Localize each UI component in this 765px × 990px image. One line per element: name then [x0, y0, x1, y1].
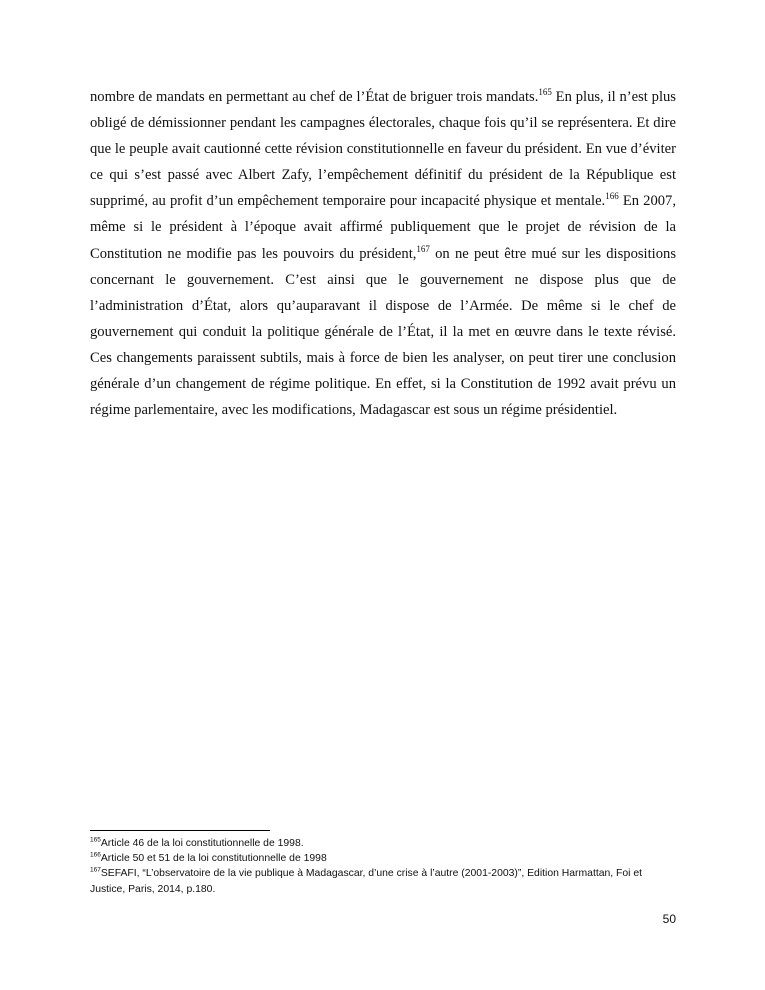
page-number: 50	[662, 912, 676, 926]
footnote-ref-165[interactable]: 165	[538, 87, 552, 98]
footnote-text: SEFAFI, “L’observatoire de la vie publique à Madagascar, d’une crise à l’autre (2001-2003)”, Edition Harmattan, Foi et Justice, Paris, 2014, p.180.	[90, 868, 643, 895]
footnote-number: 165	[90, 836, 101, 844]
body-text-segment: En 2007, même si le président à l’époque avait affirmé publiquement que le projet de révision de la Constitution ne modifie pas les pouvoirs du président,	[90, 193, 676, 262]
footnotes	[90, 836, 680, 897]
footnote-ref-167[interactable]: 167	[416, 243, 430, 254]
footnote-ref-166[interactable]: 166	[605, 191, 619, 202]
body-paragraph	[90, 84, 676, 423]
footnote-number: 166	[90, 851, 101, 859]
body-text-segment: nombre de mandats en permettant au chef de l’État de briguer trois mandats.	[90, 89, 539, 105]
footnote-separator	[90, 830, 270, 831]
footnote-text: Article 50 et 51 de la loi constitutionnelle de 1998	[100, 853, 327, 865]
footnote-166	[90, 851, 680, 866]
footnote-number: 167	[90, 866, 101, 874]
footnote-167	[90, 866, 680, 896]
body-text-segment: on ne peut être mué sur les dispositions concernant le gouvernement. C’est ainsi que le gouvernement ne dispose plus que de l’administration d’État, alors qu’auparavant il dispose de l’Armée. De même si le chef de gouvernement qui conduit la politique générale de l’État, il la met en œuvre dans le texte révisé. Ces changements paraissent subtils, mais à force de bien les analyser, on peut tirer une conclusion générale d’un changement de régime politique. En effet, si la Constitution de 1992 avait prévu un régime parlementaire, avec les modifications, Madagascar est sous un régime présidentiel.	[90, 245, 676, 419]
footnote-165	[90, 836, 680, 851]
footnote-text: Article 46 de la loi constitutionnelle de 1998.	[100, 838, 304, 849]
body-text-segment: En plus, il n’est plus obligé de démissionner pendant les campagnes électorales, chaque fois qu’il se représentera. Et dire que le peuple avait cautionné cette révision constitutionnelle en faveur du président. En vue d’éviter ce qui s’est passé avec Albert Zafy, l’empêchement définitif du président de la République est supprimé, au profit d’un empêchement temporaire pour incapacité physique et mentale.	[90, 89, 676, 210]
